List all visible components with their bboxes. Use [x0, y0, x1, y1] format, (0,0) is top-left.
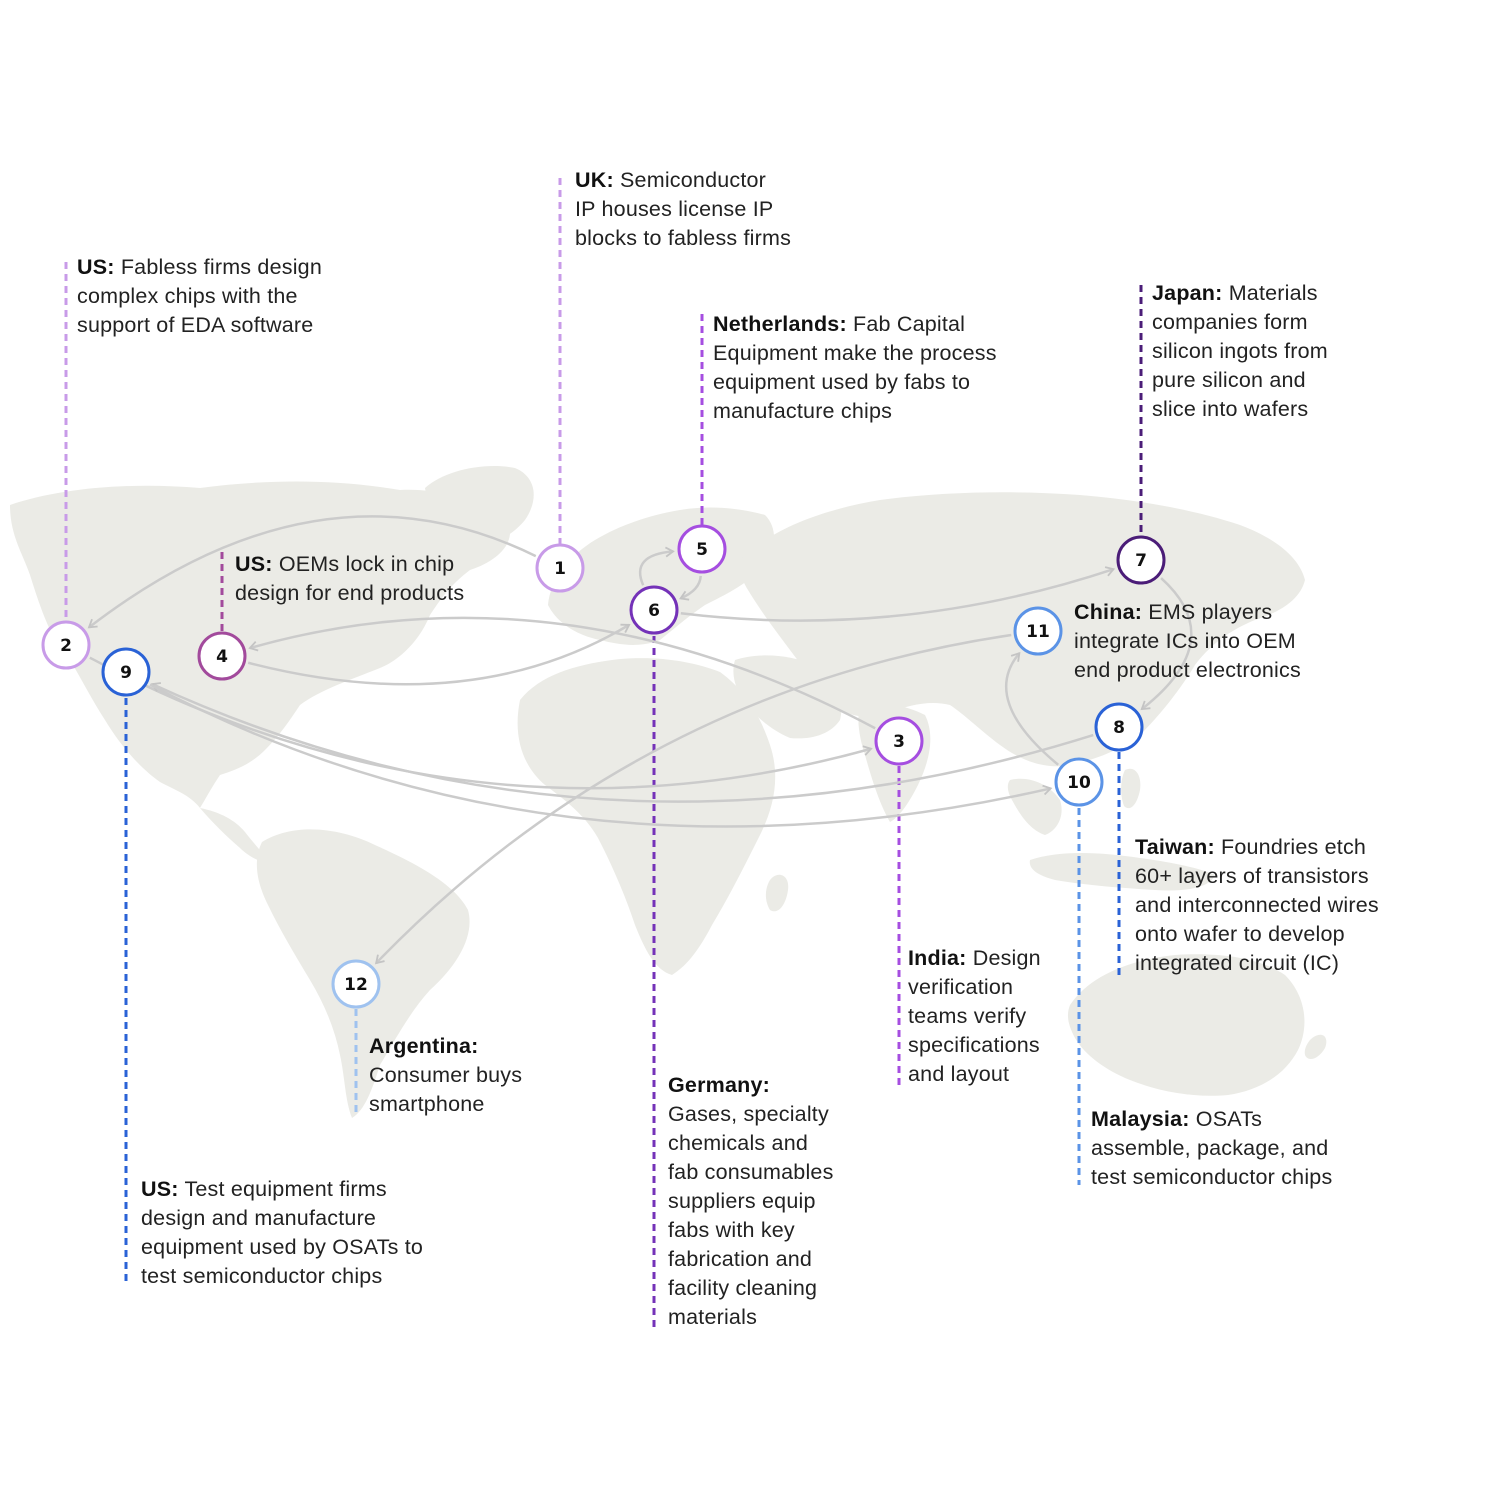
step-10-marker — [1056, 759, 1102, 805]
step-4-marker — [199, 633, 245, 679]
step-5-country: Netherlands: — [713, 312, 847, 336]
step-2-label — [77, 253, 322, 340]
step-6-description: Gases, specialty chemicals and fab consumables suppliers equip fabs with key fabrication and facility cleaning materials — [668, 1102, 834, 1329]
step-2-description: Fabless firms design complex chips with the support of EDA software — [77, 255, 322, 337]
step-3-label — [908, 944, 1041, 1089]
step-1-label — [575, 166, 791, 253]
step-2-marker — [43, 622, 89, 668]
landmass-philippines — [1121, 769, 1140, 808]
step-1-number: 1 — [554, 559, 566, 579]
step-3-description: Design verification teams verify specifications and layout — [908, 946, 1041, 1086]
step-4-number: 4 — [216, 647, 228, 667]
step-8-description: Foundries etch 60+ layers of transistors and interconnected wires onto wafer to develop integrated circuit (IC) — [1135, 835, 1379, 975]
step-6-marker — [631, 587, 677, 633]
step-6-number: 6 — [648, 601, 660, 621]
step-11-number: 11 — [1026, 622, 1050, 642]
step-1-country: UK: — [575, 168, 614, 192]
step-8-number: 8 — [1113, 718, 1125, 738]
step-1-description: Semiconductor IP houses license IP blocks to fabless firms — [575, 168, 792, 250]
step-3-country: India: — [908, 946, 967, 970]
step-5-label — [713, 310, 997, 426]
step-10-label — [1091, 1105, 1332, 1192]
landmass-africa — [518, 658, 776, 975]
step-8-marker — [1096, 704, 1142, 750]
step-3-marker — [876, 718, 922, 764]
step-11-label — [1074, 598, 1301, 685]
step-9-country: US: — [141, 1177, 179, 1201]
step-11-country: China: — [1074, 600, 1143, 624]
step-9-label — [141, 1175, 423, 1291]
landmass-southeast-asia — [1008, 779, 1062, 835]
step-5-number: 5 — [696, 540, 708, 560]
step-1-marker — [537, 545, 583, 591]
step-10-description: OSATs assemble, package, and test semiconductor chips — [1091, 1107, 1333, 1189]
step-2-country: US: — [77, 255, 115, 279]
step-8-label — [1135, 833, 1379, 978]
step-8-country: Taiwan: — [1135, 835, 1215, 859]
step-5-description: Fab Capital Equipment make the process equipment used by fabs to manufacture chips — [713, 312, 997, 423]
step-12-marker — [333, 961, 379, 1007]
step-7-country: Japan: — [1152, 281, 1223, 305]
step-4-country: US: — [235, 552, 273, 576]
step-9-description: Test equipment firms design and manufacture equipment used by OSATs to test semiconductor chips — [141, 1177, 424, 1288]
step-6-label — [668, 1071, 834, 1332]
step-9-number: 9 — [120, 663, 132, 683]
step-7-label — [1152, 279, 1328, 424]
landmass-new-zealand — [1305, 1035, 1327, 1059]
step-10-country: Malaysia: — [1091, 1107, 1190, 1131]
landmass-madagascar — [766, 875, 788, 912]
step-7-marker — [1118, 537, 1164, 583]
step-2-number: 2 — [60, 636, 72, 656]
step-11-marker — [1015, 608, 1061, 654]
step-12-label — [369, 1032, 522, 1119]
step-9-marker — [103, 649, 149, 695]
step-10-number: 10 — [1067, 773, 1091, 793]
step-7-number: 7 — [1135, 551, 1147, 571]
step-12-number: 12 — [344, 975, 368, 995]
step-6-country: Germany: — [668, 1073, 770, 1097]
step-5-marker — [679, 526, 725, 572]
step-3-number: 3 — [893, 732, 905, 752]
step-7-description: Materials companies form silicon ingots from pure silicon and slice into wafers — [1152, 281, 1328, 421]
step-12-country: Argentina: — [369, 1034, 479, 1058]
step-4-description: OEMs lock in chip design for end products — [235, 552, 465, 605]
step-12-description: Consumer buys smartphone — [369, 1063, 523, 1116]
step-4-label — [235, 550, 464, 608]
step-11-description: EMS players integrate ICs into OEM end product electronics — [1074, 600, 1301, 682]
